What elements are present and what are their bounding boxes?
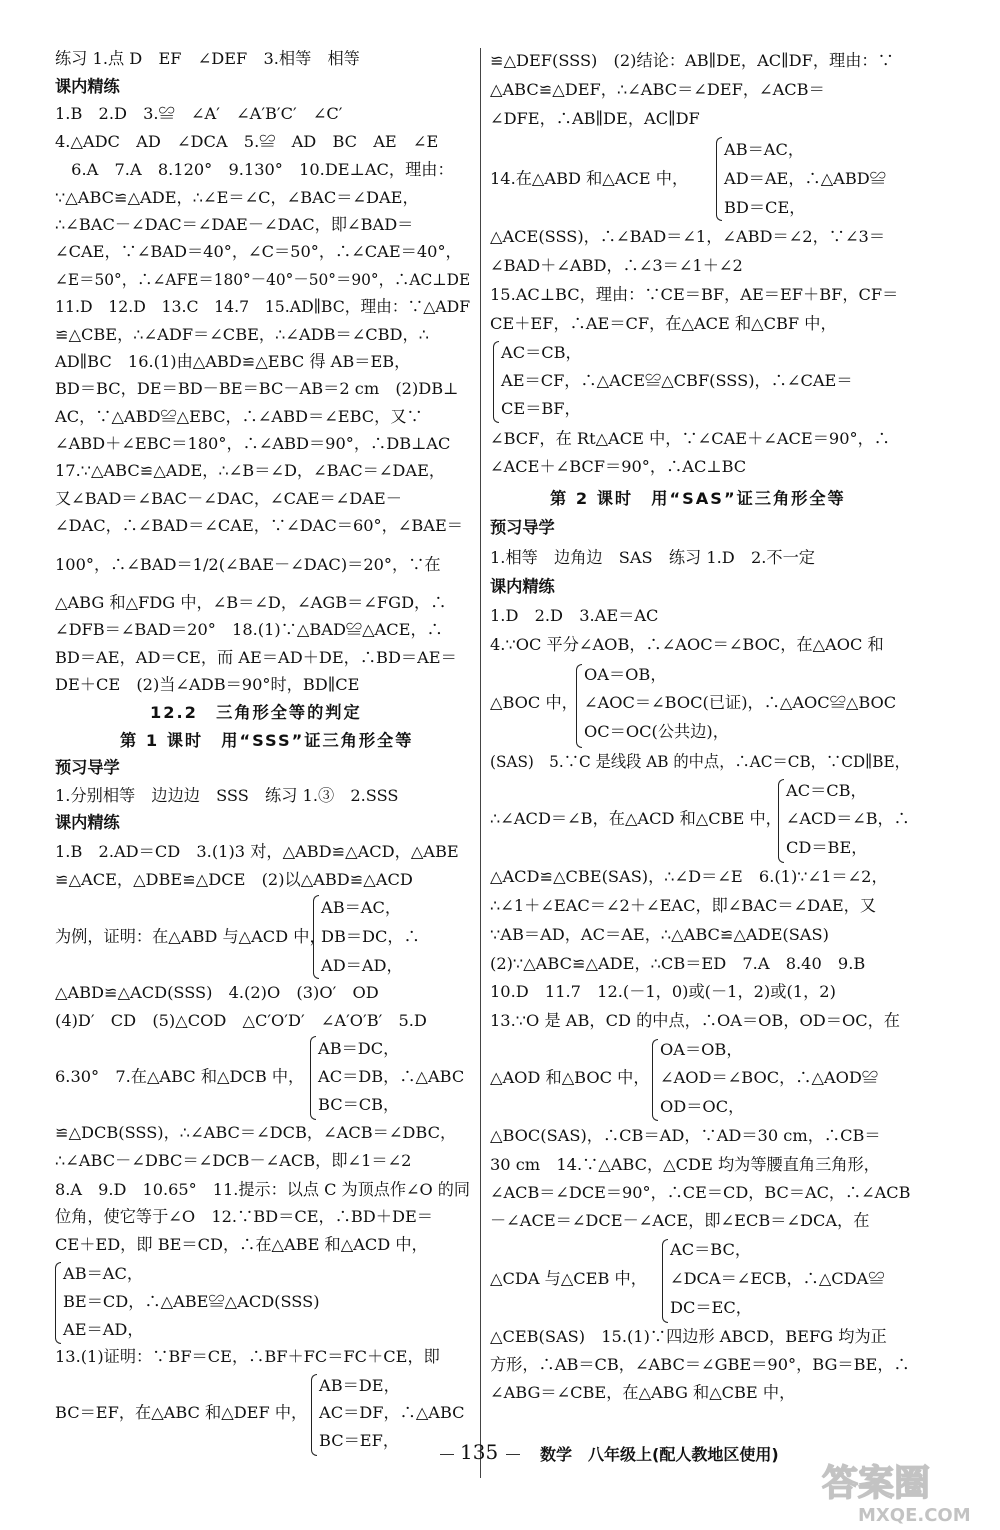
text-line: CE＋ED，即 BE＝CD，∴在△ABE 和△ACD 中，: [55, 1235, 428, 1254]
text-line: ∵△ABC≌△ADE，∴∠E＝∠C，∠BAC＝∠DAE，: [55, 188, 419, 207]
system-line: OC＝OC(公共边)，: [584, 722, 729, 741]
text-line: △ABC≌△DEF，∴∠ABC＝∠DEF，∠ACB＝: [490, 80, 825, 99]
text-line: AC，∵△ABD≌△EBC，∴∠ABD＝∠EBC，又∵: [55, 407, 423, 426]
text-line: AD∥BC 16.(1)由△ABD≌△EBC 得 AB＝EB，: [55, 352, 411, 371]
watermark-url: MXQE.COM: [858, 1505, 971, 1526]
system-line: ∠AOC＝∠BOC(已证)，∴△AOC≌△BOC: [584, 693, 897, 712]
system-line: AD＝AD，: [321, 956, 403, 975]
system-brace: [576, 664, 582, 748]
text-line: 1.相等 边角边 SAS 练习 1.D 2.不一定: [490, 548, 815, 567]
system-line: ∠AOD＝∠BOC，∴△AOD≌: [660, 1068, 879, 1087]
section-title: 12.2 三角形全等的判定: [150, 703, 362, 722]
text-line: 练习 1.点 D EF ∠DEF 3.相等 相等: [55, 49, 360, 68]
text-line: 为例，证明：在△ABD 与△ACD 中，: [55, 927, 326, 946]
text-line: DE＋CE (2)当∠ADB＝90°时，BD∥CE: [55, 675, 360, 694]
system-line: DC＝EC，: [670, 1298, 752, 1317]
text-line: ∠BAD＋∠ABD，∴∠3＝∠1＋∠2: [490, 256, 743, 275]
system-line: BC＝CB，: [318, 1095, 400, 1114]
text-line: 6.A 7.A 8.120° 9.130° 10.DE⊥AC，理由：: [55, 160, 454, 179]
text-line: 100°，∴∠BAD＝1/2(∠BAE－∠DAC)＝20°，∵在: [55, 555, 441, 574]
watermark-logo: [818, 1455, 990, 1527]
system-line: BC＝EF，: [319, 1431, 400, 1450]
text-line: ∠ABD＋∠EBC＝180°，∴∠ABD＝90°，∴DB⊥AC: [55, 434, 451, 453]
text-line: 位角，使它等于∠O 12.∵BD＝CE，∴BD＋DE＝: [55, 1207, 433, 1226]
section-heading: 课内精练: [55, 813, 120, 832]
column-divider: [480, 48, 481, 1478]
text-line: CE＋EF，∴AE＝CF，在△ACE 和△CBF 中，: [490, 314, 837, 333]
section-heading: 课内精练: [490, 577, 555, 596]
system-line: OA＝OB，: [660, 1040, 743, 1059]
text-line: ∴∠BAC－∠DAC＝∠DAE－∠DAC，即∠BAD＝: [55, 215, 414, 234]
system-line: CE＝BF，: [501, 399, 581, 418]
section-heading: 预习导学: [55, 758, 120, 777]
text-line: ∠CAE，∵∠BAD＝40°，∠C＝50°，∴∠CAE＝40°，: [55, 242, 462, 261]
section-heading: 课内精练: [55, 77, 120, 96]
text-line: 30 cm 14.∵△ABC，△CDE 均为等腰直角三角形，: [490, 1155, 880, 1174]
system-line: AB＝AC，: [724, 140, 805, 159]
system-line: DB＝DC，∴: [321, 927, 420, 946]
system-line: AD＝AE，∴△ABD≌: [724, 169, 886, 188]
text-line: △AOD 和△BOC 中，: [490, 1068, 650, 1087]
system-line: AC＝CB，: [501, 343, 582, 362]
system-line: OD＝OC，: [660, 1097, 745, 1116]
system-brace: [311, 1374, 317, 1456]
system-line: AC＝DB，∴△ABC: [318, 1067, 465, 1086]
watermark-text: 答案圈: [822, 1463, 931, 1504]
system-brace: [493, 341, 499, 423]
text-line: ∴∠ACD＝∠B，在△ACD 和△CBE 中，: [490, 809, 782, 828]
text-line: ∴∠1＋∠EAC＝∠2＋∠EAC，即∠BAC＝∠DAE，又: [490, 896, 877, 915]
text-line: ≌△CBE，∴∠ADF＝∠CBE，∴∠ADB＝∠CBD，∴: [55, 325, 430, 344]
text-line: ≌△DEF(SSS) (2)结论：AB∥DE，AC∥DF，理由：∵: [490, 51, 894, 70]
text-line: (4)D′ CD (5)△COD △C′O′D′ ∠A′O′B′ 5.D: [55, 1011, 427, 1030]
text-line: 4.∵OC 平分∠AOB，∴∠AOC＝∠BOC，在△AOC 和: [490, 635, 884, 654]
book-info: 数学 八年级上(配人教地区使用): [540, 1445, 779, 1464]
text-line: ∠DFE，∴AB∥DE，AC∥DF: [490, 109, 700, 128]
text-line: △CEB(SAS) 15.(1)∵四边形 ABCD，BEFG 均为正: [490, 1327, 887, 1346]
text-line: 4.△ADC AD ∠DCA 5.≌ AD BC AE ∠E: [55, 132, 439, 151]
text-line: 1.D 2.D 3.AE＝AC: [490, 606, 659, 625]
text-line: ∠ACB＝∠DCE＝90°，∴CE＝CD，BC＝AC，∴∠ACB: [490, 1183, 911, 1202]
text-line: ∴∠ABC－∠DBC＝∠DCB－∠ACB，即∠1＝∠2: [55, 1151, 412, 1170]
text-line: ≌△DCB(SSS)，∴∠ABC＝∠DCB，∠ACB＝∠DBC，: [55, 1123, 457, 1142]
text-line: △BOC 中，: [490, 693, 578, 712]
system-line: AC＝DF，∴△ABC: [319, 1403, 465, 1422]
system-brace: [313, 895, 319, 979]
footer-dash: [440, 1454, 454, 1455]
text-line: 10.D 11.7 12.(－1，0)或(－1，2)或(1，2): [490, 982, 836, 1001]
text-line: 13.∵O 是 AB，CD 的中点，∴OA＝OB，OD＝OC，在: [490, 1011, 900, 1030]
page-footer: [460, 1440, 880, 1470]
text-line: ∵AB＝AD，AC＝AE，∴△ABC≌△ADE(SAS): [490, 925, 829, 944]
text-line: 又∠BAD＝∠BAC－∠DAC，∠CAE＝∠DAE－: [55, 489, 402, 508]
text-line: BD＝BC，DE＝BD－BE＝BC－AB＝2 cm (2)DB⊥: [55, 379, 459, 398]
text-line: 14.在△ABD 和△ACE 中，: [490, 169, 689, 188]
text-line: ∠ACE＋∠BCF＝90°，∴AC⊥BC: [490, 457, 747, 476]
text-line: △ACD≌△CBE(SAS)，∴∠D＝∠E 6.(1)∵∠1＝∠2，: [490, 867, 888, 886]
text-line: ∠DAC，∴∠BAD＝∠CAE，∵∠DAC＝60°，∠BAE＝: [55, 516, 463, 535]
text-line: (2)∵△ABC≌△ADE，∴CB＝ED 7.A 8.40 9.B: [490, 954, 866, 973]
system-brace: [310, 1036, 316, 1120]
text-line: (SAS) 5.∵C 是线段 AB 的中点，∴AC＝CB，∵CD∥BE，: [490, 752, 910, 771]
text-line: 15.AC⊥BC，理由：∵CE＝BF，AE＝EF＋BF，CF＝: [490, 285, 899, 304]
system-brace: [55, 1262, 61, 1344]
text-line: 1.分别相等 边边边 SSS 练习 1.③ 2.SSS: [55, 786, 399, 805]
text-line: －∠ACE＝∠DCE－∠ACE，即∠ECB＝∠DCA，在: [490, 1211, 870, 1230]
text-line: 1.B 2.D 3.≌ ∠A′ ∠A′B′C′ ∠C′: [55, 104, 343, 123]
text-line: BC＝EF，在△ABC 和△DEF 中，: [55, 1403, 308, 1422]
system-line: AE＝CF，∴△ACE≌△CBF(SSS)，∴∠CAE＝: [501, 371, 853, 390]
system-line: AC＝BC，: [670, 1240, 752, 1259]
text-line: 1.B 2.AD＝CD 3.(1)3 对，△ABD≌△ACD，△ABE: [55, 842, 459, 861]
system-line: ∠ACD＝∠B，∴: [786, 809, 910, 828]
text-line: 6.30° 7.在△ABC 和△DCB 中，: [55, 1067, 305, 1086]
text-line: △ABG 和△FDG 中，∠B＝∠D，∠AGB＝∠FGD，∴: [55, 593, 447, 612]
system-line: BD＝CE，: [724, 198, 806, 217]
text-line: 13.(1)证明：∵BF＝CE，∴BF＋FC＝FC＋CE，即: [55, 1347, 440, 1366]
system-line: AB＝AC，: [321, 898, 402, 917]
lesson-title: 第 2 课时 用“SAS”证三角形全等: [550, 489, 846, 508]
system-line: AC＝CB，: [786, 781, 867, 800]
text-line: △ABD≌△ACD(SSS) 4.(2)O (3)O′ OD: [55, 983, 379, 1002]
system-brace: [652, 1039, 658, 1121]
text-line: 11.D 12.D 13.C 14.7 15.AD∥BC，理由：∵△ADF: [55, 297, 471, 316]
system-brace: [662, 1239, 668, 1323]
system-line: AB＝DC，: [318, 1039, 400, 1058]
system-line: CD＝BE，: [786, 838, 868, 857]
text-line: ∠ABG＝∠CBE，在△ABG 和△CBE 中，: [490, 1383, 796, 1402]
lesson-title: 第 1 课时 用“SSS”证三角形全等: [120, 731, 414, 750]
system-line: AB＝AC，: [63, 1264, 144, 1283]
text-line: 17.∵△ABC≌△ADE，∴∠B＝∠D，∠BAC＝∠DAE，: [55, 461, 446, 480]
system-line: AE＝AD，: [63, 1320, 144, 1339]
page-number: 135: [460, 1440, 499, 1464]
text-line: △ACE(SSS)，∴∠BAD＝∠1，∠ABD＝∠2，∵∠3＝: [490, 227, 886, 246]
system-line: OA＝OB，: [584, 665, 667, 684]
footer-dash: [506, 1454, 520, 1455]
text-line: 方形，∴AB＝CB，∠ABC＝∠GBE＝90°，BG＝BE，∴: [490, 1355, 910, 1374]
system-line: BE＝CD，∴△ABE≌△ACD(SSS): [63, 1292, 320, 1311]
text-line: △CDA 与△CEB 中，: [490, 1269, 647, 1288]
system-line: AB＝DE，: [319, 1376, 400, 1395]
text-line: △BOC(SAS)，∴CB＝AD，∵AD＝30 cm，∴CB＝: [490, 1126, 881, 1145]
text-line: ≌△ACE，△DBE≌△DCE (2)以△ABD≌△ACD: [55, 870, 413, 889]
text-line: 8.A 9.D 10.65° 11.提示：以点 C 为顶点作∠O 的同: [55, 1180, 471, 1199]
text-line: BD＝AE，AD＝CE，而 AE＝AD＋DE，∴BD＝AE＝: [55, 648, 457, 667]
system-brace: [716, 137, 722, 221]
text-line: ∠DFB＝∠BAD＝20° 18.(1)∵△BAD≌△ACE，∴: [55, 620, 443, 639]
text-line: ∠E＝50°，∴∠AFE＝180°－40°－50°＝90°，∴AC⊥DE: [55, 270, 471, 289]
text-line: ∠BCF，在 Rt△ACE 中，∵∠CAE＋∠ACE＝90°，∴: [490, 429, 890, 448]
system-line: ∠DCA＝∠ECB，∴△CDA≌: [670, 1269, 885, 1288]
system-brace: [778, 779, 784, 863]
section-heading: 预习导学: [490, 518, 555, 537]
